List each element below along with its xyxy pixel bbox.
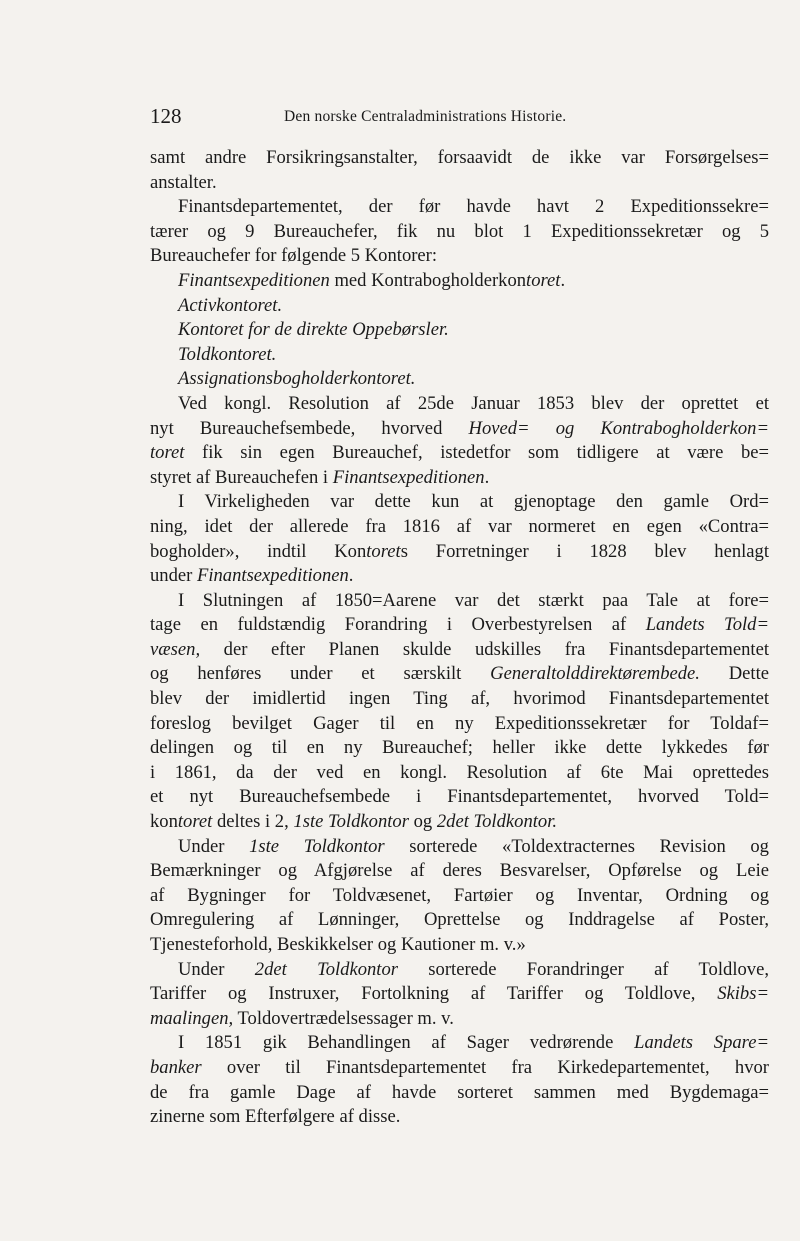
text-line: et nyt Bureauchefsembede i Finantsdepartementet, hvorved Told= [150, 786, 769, 808]
text-line: Omregulering af Lønninger, Oprettelse og Inddragelse af Poster, [150, 909, 769, 931]
running-title: Den norske Centraladministrations Historie. [284, 108, 567, 125]
text-line: bogholder», indtil Kontorets Forretninger i 1828 blev henlagt [150, 540, 770, 562]
text-line: banker over til Finantsdepartementet fra Kirkedepartementet, hvor [150, 1056, 769, 1078]
page-header [150, 104, 650, 134]
text-line: Kontoret for de direkte Oppebørsler. [178, 319, 449, 341]
text-line: maalingen, Toldovertrædelsessager m. v. [150, 1007, 454, 1029]
text-line: Tjenesteforhold, Beskikkelser og Kautioner m. v.» [150, 934, 526, 955]
text-line: i 1861, da der ved en kongl. Resolution af 6te Mai oprettedes [150, 761, 769, 783]
text-line: Under 1ste Toldkontor sorterede «Toldextracternes Revision og [178, 835, 769, 857]
text-line: foreslog bevilget Gager til en ny Expeditionssekretær for Toldaf= [150, 712, 769, 734]
text-line: under Finantsexpeditionen. [150, 565, 354, 587]
text-line: og henføres under et særskilt Generaltolddirektørembede. Dette [150, 663, 769, 685]
body-text [150, 146, 769, 1130]
text-line: samt andre Forsikringsanstalter, forsaavidt de ikke var Forsørgelses= [150, 147, 769, 168]
text-line: toret fik sin egen Bureauchef, istedetfor som tidligere at være be= [150, 442, 769, 464]
text-line: kontoret deltes i 2, 1ste Toldkontor og 2det Toldkontor. [150, 811, 558, 833]
text-line: styret af Bureauchefen i Finantsexpeditionen. [150, 466, 490, 488]
text-line: Finantsexpeditionen med Kontrabogholderkontoret. [178, 269, 566, 291]
text-line: tærer og 9 Bureauchefer, fik nu blot 1 Expeditionssekretær og 5 [150, 220, 769, 242]
text-line: I Slutningen af 1850=Aarene var det stærkt paa Tale at fore= [178, 589, 769, 611]
text-line: Bemærkninger og Afgjørelse af deres Besvarelser, Opførelse og Leie [150, 860, 769, 882]
text-line: Bureauchefer for følgende 5 Kontorer: [150, 245, 438, 267]
text-line: Tariffer og Instruxer, Fortolkning af Tariffer og Toldlove, Skibs= [150, 983, 769, 1005]
text-line: Toldkontoret. [178, 343, 277, 365]
page-number: 128 [150, 104, 182, 128]
text-line: de fra gamle Dage af havde sorteret sammen med Bygdemaga= [150, 1081, 769, 1103]
text-line: Assignationsbogholderkontoret. [178, 368, 416, 390]
text-line: delingen og til en ny Bureauchef; heller ikke dette lykkedes før [150, 737, 769, 759]
text-line: Finantsdepartementet, der før havde havt 2 Expeditionssekre= [178, 196, 769, 218]
text-line: tage en fuldstændig Forandring i Overbestyrelsen af Landets Told= [150, 614, 770, 636]
text-line: ning, idet der allerede fra 1816 af var normeret en egen «Contra= [150, 515, 769, 537]
text-line: Ved kongl. Resolution af 25de Januar 1853 blev der oprettet et [178, 392, 769, 414]
text-line: anstalter. [150, 171, 217, 193]
text-line: væsen, der efter Planen skulde udskilles fra Finantsdepartementet [150, 638, 769, 660]
text-line: Activkontoret. [178, 294, 283, 316]
text-line: zinerne som Efterfølgere af disse. [150, 1106, 401, 1128]
text-line: af Bygninger for Toldvæsenet, Fartøier og Inventar, Ordning og [150, 884, 769, 906]
text-line: Under 2det Toldkontor sorterede Forandringer af Toldlove, [178, 958, 769, 980]
text-line: blev der imidlertid ingen Ting af, hvorimod Finantsdepartementet [150, 688, 769, 710]
text-line: nyt Bureauchefsembede, hvorved Hoved= og Kontrabogholderkon= [150, 417, 769, 439]
text-line: I 1851 gik Behandlingen af Sager vedrørende Landets Spare= [178, 1032, 770, 1054]
text-line: I Virkeligheden var dette kun at gjenoptage den gamle Ord= [178, 491, 769, 513]
